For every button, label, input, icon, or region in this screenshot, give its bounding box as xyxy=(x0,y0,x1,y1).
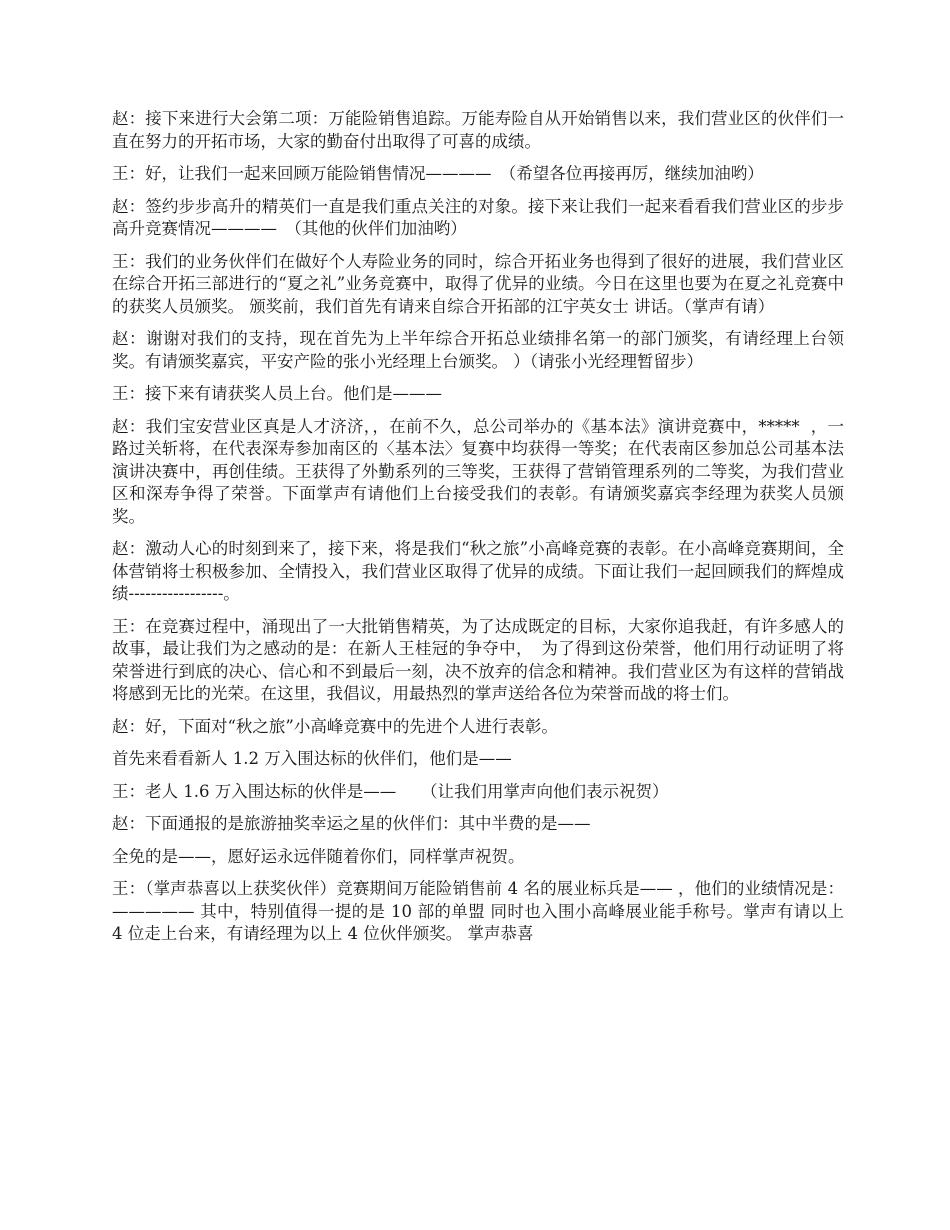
paragraph-4: 王：我们的业务伙伴们在做好个人寿险业务的同时，综合开拓业务也得到了很好的进展，我们营业区在综合开拓三部进行的“夏之礼”业务竞赛中，取得了优异的业绩。今日在这里也要为在夏之礼竞赛中的获奖人员颁奖。 颁奖前，我们首先有请来自综合开拓部的江宇英女士 讲话。（掌声有请） xyxy=(112,251,844,316)
paragraph-13: 赵：下面通报的是旅游抽奖幸运之星的伙伴们：其中半费的是—— xyxy=(112,814,591,833)
paragraph-15: 王：（掌声恭喜以上获奖伙伴）竞赛期间万能险销售前 4 名的展业标兵是—— ，他们的业绩情况是：————— 其中，特别值得一提的是 10 部的单盟 同时也入围小高峰展业能手称号。掌声有请以上 4 位走上台来，有请经理为以上 4 位伙伴颁奖。 掌声恭喜 xyxy=(112,879,850,943)
paragraph-9: 王：在竞赛过程中，涌现出了一大批销售精英，为了达成既定的目标，大家你追我赶，有许多感人的故事，最让我们为之感动的是：在新人王桂冠的争夺中， 为了得到这份荣誉，他们用行动证明了将荣誉进行到底的决心、信心和不到最后一刻，决不放弃的信念和精神。我们营业区为有这样的营销战将感到无比的光荣。在这里，我倡议，用最热烈的掌声送给各位为荣誉而战的将士们。 xyxy=(112,616,844,703)
paragraph-11: 首先来看看新人 1.2 万入围达标的伙伴们，他们是—— xyxy=(112,749,512,768)
paragraph-1: 赵：接下来进行大会第二项：万能险销售追踪。万能寿险自从开始销售以来，我们营业区的伙伴们一直在努力的开拓市场，大家的勤奋付出取得了可喜的成绩。 xyxy=(112,109,844,151)
paragraph-2: 王：好，让我们一起来回顾万能险销售情况———— （希望各位再接再厉，继续加油哟） xyxy=(112,164,764,183)
document-body xyxy=(112,108,850,956)
paragraph-12: 王：老人 1.6 万入围达标的伙伴是—— （让我们用掌声向他们表示祝贺） xyxy=(112,781,669,801)
paragraph-14: 全免的是——，愿好运永远伴随着你们，同样掌声祝贺。 xyxy=(112,846,525,866)
paragraph-10: 赵：好，下面对“秋之旅”小高峰竞赛中的先进个人进行表彰。 xyxy=(112,716,558,736)
paragraph-3: 赵：签约步步高升的精英们一直是我们重点关注的对象。接下来让我们一起来看看我们营业区的步步高升竞赛情况———— （其他的伙伴们加油哟） xyxy=(112,196,844,238)
paragraph-6: 王：接下来有请获奖人员上台。他们是——— xyxy=(112,384,442,403)
paragraph-7: 赵：我们宝安营业区真是人才济济，，在前不久，总公司举办的《基本法》演讲竞赛中，***** ，一路过关斩将，在代表深寿参加南区的〈基本法〉复赛中均获得一等奖；在代表南区参加总公司基本法演讲决赛中，再创佳绩。王获得了外勤系列的三等奖，王获得了营销管理系列的二等奖，为我们营业区和深寿争得了荣誉。下面掌声有请他们上台接受我们的表彰。有请颁奖嘉宾李经理为获奖人员颁奖。 xyxy=(112,416,844,526)
paragraph-5: 赵：谢谢对我们的支持，现在首先为上半年综合开拓总业绩排名第一的部门颁奖，有请经理上台领奖。有请颁奖嘉宾，平安产险的张小光经理上台颁奖。 ）（请张小光经理暂留步） xyxy=(112,329,844,371)
paragraph-8: 赵：激动人心的时刻到来了，接下来，将是我们“秋之旅”小高峰竞赛的表彰。在小高峰竞赛期间，全体营销将士积极参加、全情投入，我们营业区取得了优异的成绩。下面让我们一起回顾我们的辉煌成绩-----------------。 xyxy=(112,539,844,603)
